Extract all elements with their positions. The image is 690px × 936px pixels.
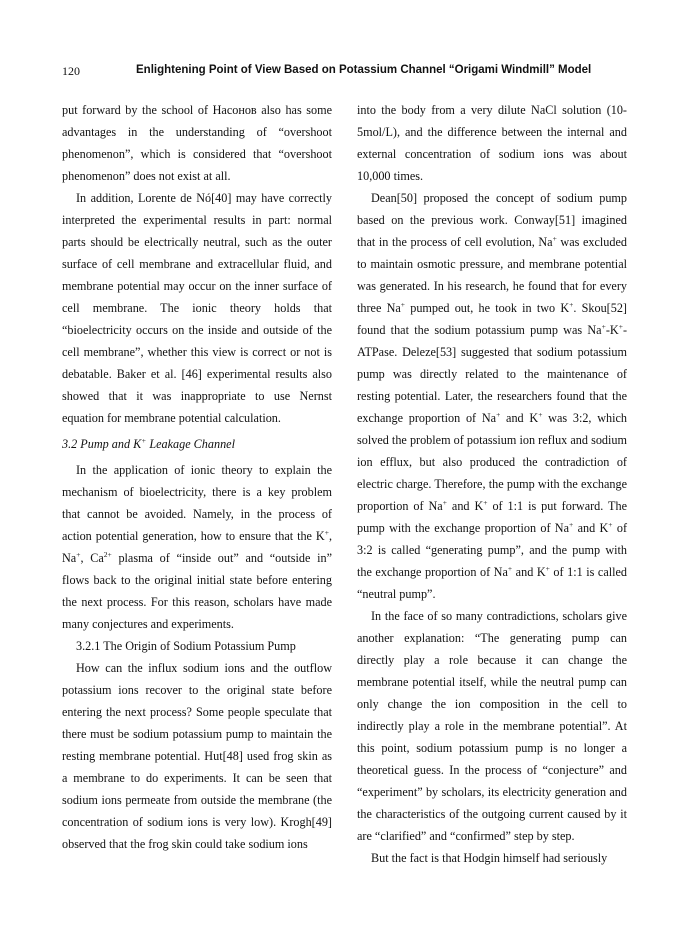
paragraph: Dean[50] proposed the concept of sodium pump based on the previous work. Conway[51] imagined that in the process of cell evolution, Na+ was excluded to maintain osmotic pressure, and membrane potential was generated. In his research, he found that for every three Na+ pumped out, he took in two K+. Skou[52] found that the sodium potassium pump was Na+-K+-ATPase. Deleze[53] suggested that sodium potassium pump was directly related to the maintenance of resting potential. Later, the researchers found that the exchange proportion of Na+ and K+ was 3:2, which solved the problem of potassium ion reflux and sodium ion efflux, but also produced the contradiction of electric charge. Therefore, the pump with the exchange proportion of Na+ and K+ of 1:1 is put forward. The pump with the exchange proportion of Na+ and K+ of 3:2 is called “generating pump”, and the pump with the exchange proportion of Na+ and K+ of 1:1 is called “neutral pump”. [357, 191, 628, 601]
paragraph: In the face of so many contradictions, scholars give another explanation: “The generating pump can directly play a role because it can change the membrane potential itself, while the neutral pump can only change the ion composition in the cell to indirectly play a role in the membrane potential”. At this point, sodium potassium pump is no longer a theoretical guess. In the process of “conjecture” and “experiment” by scholars, its electricity generation and the characteristics of the outgoing current caused by it are “clarified” and “confirmed” step by step. [357, 609, 627, 843]
paragraph: But the fact is that Hodgin himself had seriously [371, 851, 608, 865]
right-column [357, 99, 627, 869]
paragraph: into the body from a very dilute NaCl solution (10-5mol/L), and the difference between the internal and external concentration of sodium ions was about 10,000 times. [357, 103, 627, 183]
paragraph: In the application of ionic theory to explain the mechanism of bioelectricity, there is a key problem that cannot be avoided. Namely, in the process of action potential generation, how to ensure that the K+, Na+, $Ca^{2+}$ plasma of “inside out” and “outside in” flows back to the original initial state before entering the next process. For this reason, scholars have made many conjectures and experiments. [62, 463, 332, 631]
page-header [62, 64, 628, 84]
left-column [62, 99, 332, 855]
subsection-heading: 3.2.1 The Origin of Sodium Potassium Pump [76, 639, 296, 653]
running-title: Enlightening Point of View Based on Potassium Channel “Origami Windmill” Model [136, 64, 592, 76]
paragraph: In addition, Lorente de Nó[40] may have correctly interpreted the experimental results in part: normal parts should be electrically neutral, such as the outer surface of cell membrane and extracellular fluid, and membrane potential may occur on the inner surface of cell membrane. The ionic theory holds that “bioelectricity occurs on the inside and outside of the cell membrane”, whether this view is correct or not is debatable. Baker et al. [46] experimental results also showed that it was inappropriate to use Nernst equation for membrane potential calculation. [62, 191, 332, 425]
paragraph: put forward by the school of Насонов also has some advantages in the understanding of “overshoot phenomenon”, which is considered that “overshoot phenomenon” does not exist at all. [62, 103, 332, 183]
page-number: 120 [62, 64, 80, 78]
paragraph: How can the influx sodium ions and the outflow potassium ions recover to the original state before entering the next process? Some people speculate that there must be sodium potassium pump to maintain the resting membrane potential. Hut[48] used frog skin as a membrane to do experiments. It can be seen that sodium ions permeate from outside the membrane (the concentration of sodium ions is very low). Krogh[49] observed that the frog skin could take sodium ions [62, 661, 332, 851]
section-heading: 3.2 Pump and K+ Leakage Channel [62, 436, 235, 451]
